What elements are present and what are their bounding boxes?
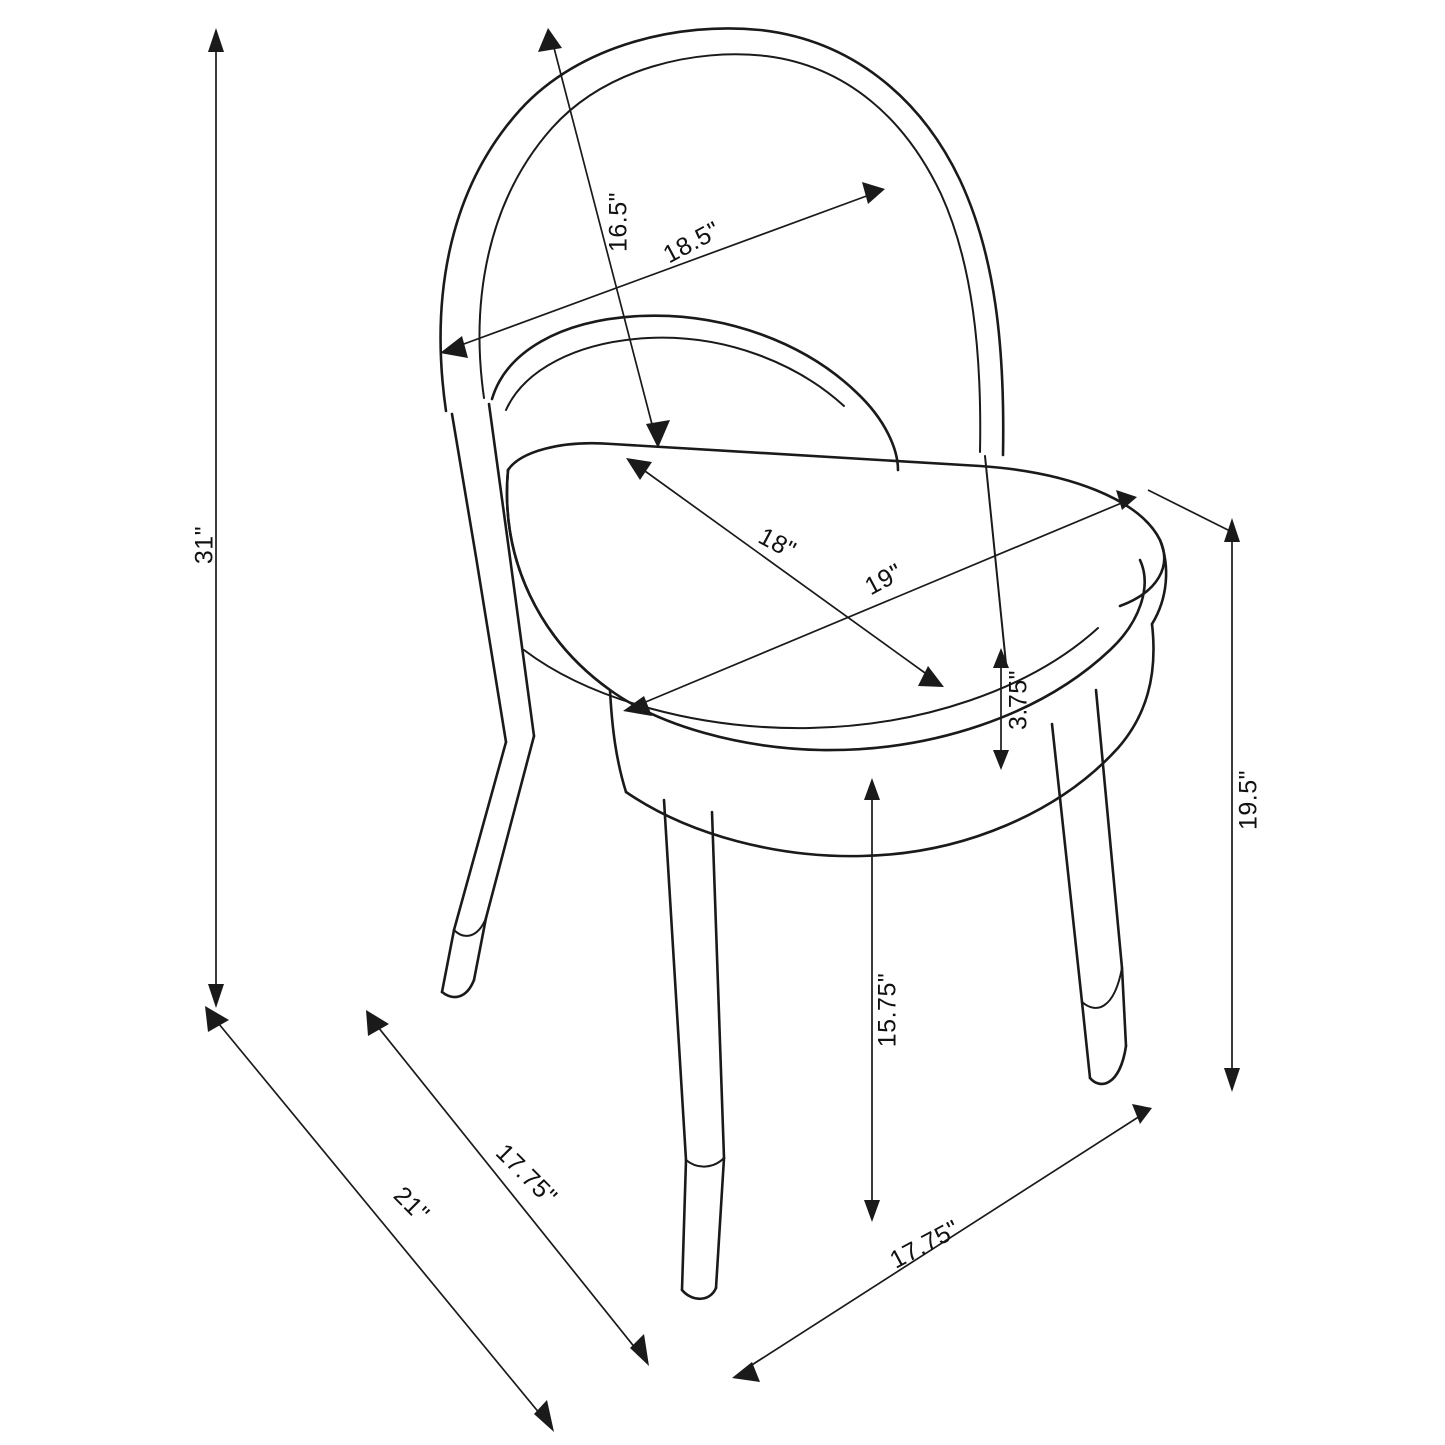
- dim-back-width: [440, 182, 885, 358]
- dim-label-depth-seat: 17.75": [490, 1138, 563, 1211]
- dim-label-seat-width: 19": [860, 558, 908, 601]
- chair-seat-outline: [507, 443, 1166, 856]
- dim-depth-overall: [205, 1006, 554, 1432]
- dim-seat-height: [1130, 490, 1240, 1122]
- dim-overall-height: [188, 28, 248, 1008]
- dim-label-overall-height: 31": [190, 525, 219, 565]
- dim-seat-width: [623, 490, 1137, 716]
- dim-label-seat-thickness: 3.75": [1004, 669, 1033, 731]
- dim-label-leg-height: 15.75": [873, 972, 902, 1048]
- dim-label-seat-depth: 18": [753, 522, 801, 565]
- dim-label-back-width: 18.5": [658, 216, 725, 270]
- dim-label-depth-overall: 21": [387, 1181, 435, 1229]
- dim-label-seat-height: 19.5": [1234, 769, 1263, 831]
- dim-label-back-height: 16.5": [604, 191, 633, 253]
- dim-label-width-base: 17.75": [885, 1214, 965, 1275]
